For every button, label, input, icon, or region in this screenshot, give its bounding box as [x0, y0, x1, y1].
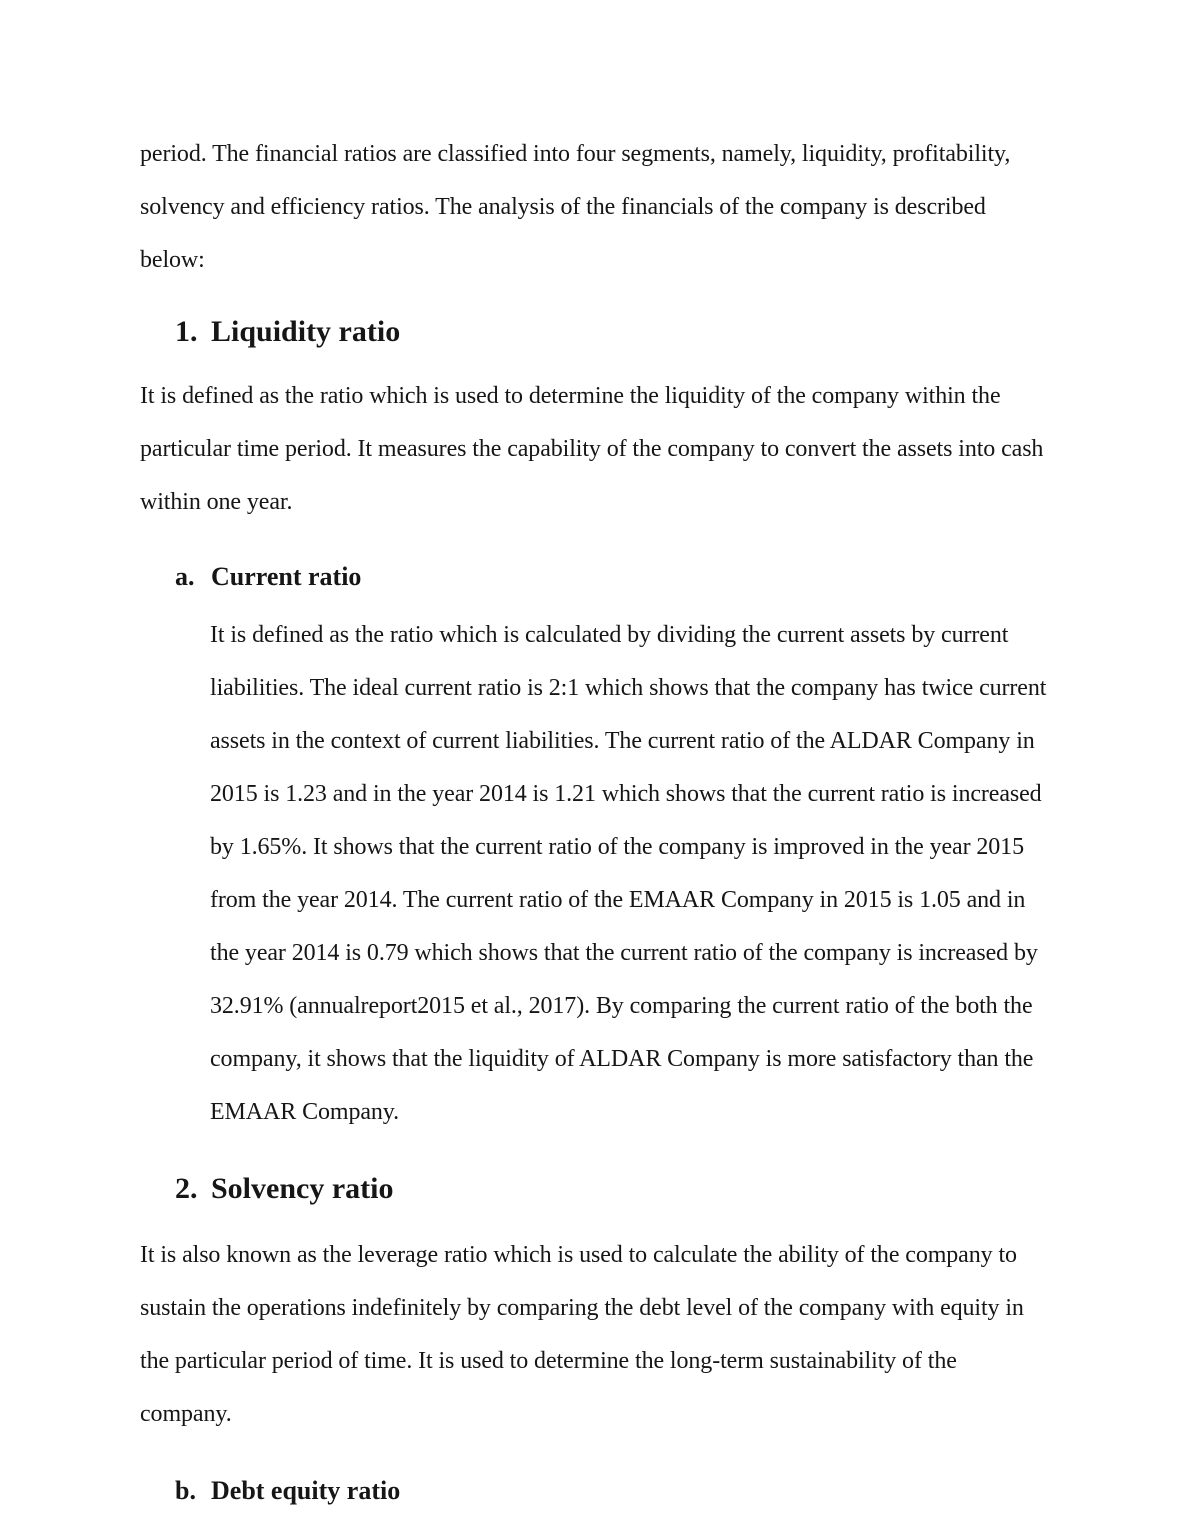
section-heading-solvency-ratio: [140, 1166, 1054, 1212]
section-number: 1.: [175, 315, 198, 348]
liquidity-definition-paragraph: It is defined as the ratio which is used to determine the liquidity of the company within the particular time period. It measures the capability of the company to convert the assets into cash within one year.: [140, 383, 1044, 515]
solvency-definition-paragraph: It is also known as the leverage ratio which is used to calculate the ability of the company to sustain the operations indefinitely by comparing the debt level of the company with equity in the particular period of time. It is used to determine the long-term sustainability of the company.: [140, 1242, 1024, 1427]
subsection-title: Debt equity ratio: [211, 1476, 401, 1505]
section-title: Solvency ratio: [211, 1172, 394, 1205]
section-title: Liquidity ratio: [211, 315, 401, 348]
intro-paragraph: period. The financial ratios are classified into four segments, namely, liquidity, profitability, solvency and efficiency ratios. The analysis of the financials of the company is described below:: [140, 141, 1011, 273]
section-number: 2.: [175, 1172, 198, 1205]
subsection-title: Current ratio: [211, 562, 362, 591]
section-heading-liquidity-ratio: [140, 309, 1054, 355]
subsection-letter: a.: [175, 562, 195, 591]
subsection-letter: b.: [175, 1476, 196, 1505]
subsection-heading-current-ratio: [140, 557, 1054, 597]
subsection-heading-debt-equity-ratio: [140, 1471, 1054, 1511]
current-ratio-paragraph: It is defined as the ratio which is calculated by dividing the current assets by current liabilities. The ideal current ratio is 2:1 which shows that the company has twice current assets in the context of current liabilities. The current ratio of the ALDAR Company in 2015 is 1.23 and in the year 2014 is 1.21 which shows that the current ratio is increased by 1.65%. It shows that the current ratio of the company is improved in the year 2015 from the year 2014. The current ratio of the EMAAR Company in 2015 is 1.05 and in the year 2014 is 0.79 which shows that the current ratio of the company is increased by 32.91% (annualreport2015 et al., 2017). By comparing the current ratio of the both the company, it shows that the liquidity of ALDAR Company is more satisfactory than the EMAAR Company.: [210, 622, 1047, 1125]
